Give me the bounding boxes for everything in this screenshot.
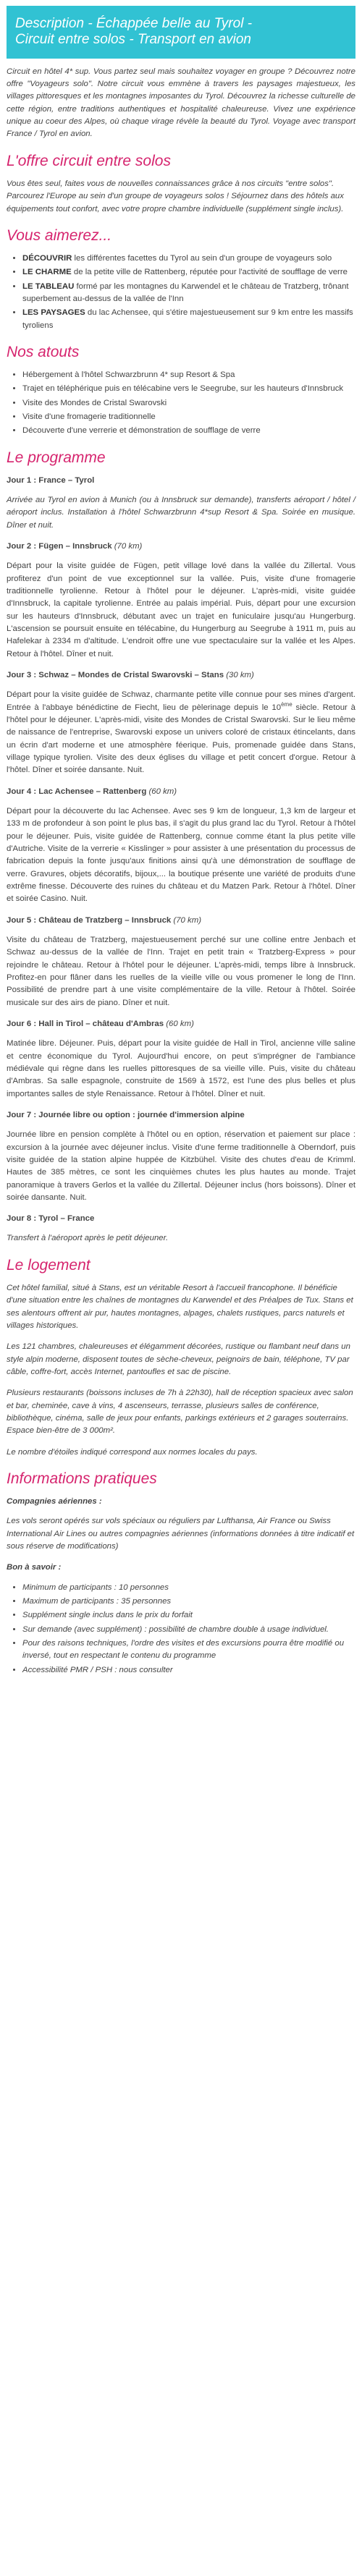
section-title-aimerez: Vous aimerez... <box>7 226 112 244</box>
list-item: • Visite d'une fromagerie traditionnelle <box>22 411 355 423</box>
good-to-know-list <box>7 1582 355 1677</box>
logement-text-2: Les 121 chambres, chaleureuses et élégamment décorées, rustique ou flambant neuf dans un style alpin moderne, disposent toutes de sèche-cheveux, peignoirs de bain, téléphone, TV par câble, coffre-fort, accès Internet, pantoufles et sac de piscine. <box>7 1342 350 1376</box>
good-to-know-heading: Bon à savoir : <box>7 1563 62 1572</box>
list-item: • Minimum de participants : 10 personnes <box>22 1582 355 1594</box>
day-6-text: Matinée libre. Déjeuner. Puis, départ pour la visite guidée de Hall in Tirol, ancienne ville saline et centre économique du Tyrol. Aujourd'hui encore, on peut s'imprégner de l'ambiance médiévale qui règne dans les ruelles pittoresques de sa vieille ville. Puis, visite du château d'Ambras. Sa salle espagnole, construite de 1569 à 1572, est l'une des plus belles et plus importantes salles de style Renaissance. Retour à l'hôtel. Dîner et nuit. <box>7 1039 355 1098</box>
page-title-line-1: Description - Échappée belle au Tyrol - <box>15 16 253 31</box>
section-title-infos: Informations pratiques <box>7 1470 157 1487</box>
day-6-title: Jour 6 : Hall in Tirol – château d'Ambras (60 km) <box>7 1019 194 1028</box>
offre-text: Vous êtes seul, faites vous de nouvelles connaissances grâce à nos circuits "entre solos". Parcourez l'Europe au sein d'un groupe de voyageurs solos ! Séjournez dans des hôtels aux équipements tout confort, avec votre propre chambre individuelle (supplément single inclus). <box>7 179 344 213</box>
day-8-title: Jour 8 : Tyrol – France <box>7 1214 95 1224</box>
day-7-title: Jour 7 : Journée libre ou option : journée d'immersion alpine <box>7 1110 245 1119</box>
list-item: • LE TABLEAU formé par les montagnes du Karwendel et le château de Tratzberg, trônant superbement au-dessus de la vallée de l'Inn <box>22 281 355 306</box>
list-item: • Supplément single inclus dans le prix du forfait <box>22 1609 355 1622</box>
day-4-text: Départ pour la découverte du lac Achensee. Avec ses 9 km de longueur, 1,3 km de largeur et 133 m de profondeur à son point le plus bas, il s'agit du plus grand lac du Tyrol. Retour à l'hôtel pour le déjeuner. Puis, visite guidée de Rattenberg, connue comme étant la plus petite ville d'Autriche. Visite de la verrerie « Kisslinger » pour assister à une présentation du processus de fabrication depuis la fonte jusqu'aux finitions ainsi qu'à une démonstration de soufflage de verre. Gravures, objets décoratifs, bijoux,... la boutique présente une variété de produits d'une extrême finesse. Découverte des ruines du château et du Matzen Park. Retour à l'hôtel. Dîner et soirée Casino. Nuit. <box>7 806 355 904</box>
companies-text: Les vols seront opérés sur vols spéciaux ou réguliers par Lufthansa, Air France ou Swiss International Air Lines ou autres compagnies aériennes (informations données à titre indicatif et sous réserve de modifications) <box>7 1517 355 1551</box>
day-7-text: Journée libre en pension complète à l'hôtel ou en option, réservation et paiement sur place : excursion à la journée avec déjeuner inclus. Visite d'une ferme traditionnelle à Oberndorf, puis visite guidée de la station alpine huppée de Kitzbühel. Visite des chutes d'eau de Krimml. Hautes de 385 mètres, ce sont les cinquièmes chutes les plus hautes au monde. Trajet panoramique à travers Gerlos et la vallée du Zillertal. Déjeuner inclus (hors boissons). Dîner et soirée dansante. Nuit. <box>7 1130 355 1202</box>
day-1-text: Arrivée au Tyrol en avion à Munich (ou à Innsbruck sur demande), transferts aéroport / hôtel / aéroport inclus. Installation à l'hôtel Schwarzbrunn 4*sup Resort & Spa. Soirée en musique. Dîner et nuit. <box>7 496 355 530</box>
list-item: • Accessibilité PMR / PSH : nous consulter <box>22 1664 355 1677</box>
section-title-atouts: Nos atouts <box>7 343 80 360</box>
page-title-banner <box>7 6 355 59</box>
day-2-title: Jour 2 : Fügen – Innsbruck (70 km) <box>7 542 143 551</box>
list-item: • LE CHARME de la petite ville de Rattenberg, réputée pour l'activité de soufflage de verre <box>22 266 355 279</box>
list-item: • Sur demande (avec supplément) : possibilité de chambre double à usage individuel. <box>22 1624 355 1636</box>
companies-heading: Compagnies aériennes : <box>7 1496 102 1506</box>
day-1-title: Jour 1 : France – Tyrol <box>7 475 95 485</box>
list-item: • Découverte d'une verrerie et démonstration de soufflage de verre <box>22 425 355 437</box>
day-4-title: Jour 4 : Lac Achensee – Rattenberg (60 km) <box>7 787 177 796</box>
list-item: • Hébergement à l'hôtel Schwarzbrunn 4* sup Resort & Spa <box>22 369 355 381</box>
logement-text-1: Cet hôtel familial, situé à Stans, est un véritable Resort à l'accueil francophone. Il bénéficie d'une situation entre les chaînes de montagnes du Karwendel et des Préalpes de Tux. Stans et ses alentours offrent air pur, hautes montagnes, alpages, chalets rustiques, parcs naturels et villages historiques. <box>7 1283 353 1330</box>
list-item: • Pour des raisons techniques, l'ordre des visites et des excursions pourra être modifié ou inversé, tout en respectant le contenu du programme <box>22 1637 355 1663</box>
day-2-text: Départ pour la visite guidée de Fügen, petit village lové dans la vallée du Zillertal. Vous profiterez d'un point de vue exceptionnel sur la vallée. Puis, visite d'une fromagerie traditionnelle tyrolienne. Retour à l'hôtel pour le déjeuner. L'après-midi, visite guidée d'Innsbruck, la capitale tyrolienne. Entrée au palais impérial. Puis, départ pour une excursion sur les hauteurs d'Innsbruck, débutant avec un trajet en funiculaire jusqu'au Hungerburg. L'ascension se poursuit ensuite en télécabine, du Hungerburg au Seegrube à 1911 m, puis au Hafelekar à 2334 m d'altitude. L'endroit offre une vue spectaculaire sur la vallée et les Alpes. Retour à l'hôtel. Dîner et nuit. <box>7 562 355 658</box>
section-title-logement: Le logement <box>7 1256 90 1274</box>
list-item: • Maximum de participants : 35 personnes <box>22 1596 355 1608</box>
list-item: • Trajet en téléphérique puis en télécabine vers le Seegrube, sur les hauteurs d'Innsbruck <box>22 383 355 395</box>
day-8-text: Transfert à l'aéroport après le petit déjeuner. <box>7 1234 169 1243</box>
logement-text-4: Le nombre d'étoiles indiqué correspond aux normes locales du pays. <box>7 1447 258 1457</box>
list-item: • DÉCOUVRIR les différentes facettes du Tyrol au sein d'un groupe de voyageurs solo <box>22 253 355 265</box>
section-title-offre: L'offre circuit entre solos <box>7 152 171 169</box>
day-3-text: Départ pour la visite guidée de Schwaz, charmante petite ville connue pour ses mines d'argent. Entrée à l'abbaye bénédictine de Fiecht, lieu de pèlerinage depuis le 10ème siècle. Retour à l'hôtel pour le déjeuner. L'après-midi, visite des Mondes de Cristal Swarovski. Sur le lieu même de naissance de l'entreprise, Swarovski expose un univers coloré de cristaux étincelants, dans un écrin d'art moderne et une atmosphère féerique. Puis, promenade guidée dans Stans, village typique tyrolien. Visite des deux églises du village et petit concert d'orgue. Retour à l'hôtel. Dîner et soirée dansante. Nuit. <box>7 690 355 775</box>
day-5-title: Jour 5 : Château de Tratzberg – Innsbruck (70 km) <box>7 915 202 925</box>
day-3-title: Jour 3 : Schwaz – Mondes de Cristal Swarovski – Stans (30 km) <box>7 671 254 680</box>
intro-text: Circuit en hôtel 4* sup. Vous partez seul mais souhaitez voyager en groupe ? Découvrez notre offre "Voyageurs solo". Notre circuit vous emmène à travers les paysages majestueux, les villages pittoresques et les montagnes imposantes du Tyrol. Découvrez la richesse culturelle de cette région, entre traditions authentiques et hospitalité chaleureuse. Vivez une expérience unique au coeur des Alpes, où chaque virage révèle la beauté du Tyrol. Voyage avec transport France / Tyrol en avion. <box>7 67 355 139</box>
atouts-list <box>7 369 355 438</box>
section-title-programme: Le programme <box>7 449 106 466</box>
list-item: • Visite des Mondes de Cristal Swarovski <box>22 397 355 410</box>
aimerez-list <box>7 253 355 332</box>
logement-text-3: Plusieurs restaurants (boissons incluses de 7h à 22h30), hall de réception spacieux avec salon et bar, cheminée, cave à vins, 4 ascenseurs, terrasse, plusieurs salles de conférence, bibliothèque, cinéma, salle de jeux pour enfants, parkings extérieurs et 2 garages souterrains. Espace bien-être de 3 000m². <box>7 1389 353 1436</box>
day-5-text: Visite du château de Tratzberg, majestueusement perché sur une colline entre Jenbach et Schwaz au-dessus de la vallée de l'Inn. Trajet en petit train « Tratzberg-Express » pour rejoindre le château. Retour à l'hôtel pour le déjeuner. L'après-midi, temps libre à Innsbruck. Profitez-en pour flâner dans les ruelles de la vieille ville ou vous promener le long de l'Inn. Possibilité de prendre part à une visite complémentaire de la ville. Retour à l'hôtel. Soirée musicale sur des airs de piano. Dîner et nuit. <box>7 935 355 1007</box>
page-title-line-2: Circuit entre solos - Transport en avion <box>15 32 251 48</box>
list-item: • LES PAYSAGES du lac Achensee, qui s'étire majestueusement sur 9 km entre les massifs tyroliens <box>22 307 355 332</box>
